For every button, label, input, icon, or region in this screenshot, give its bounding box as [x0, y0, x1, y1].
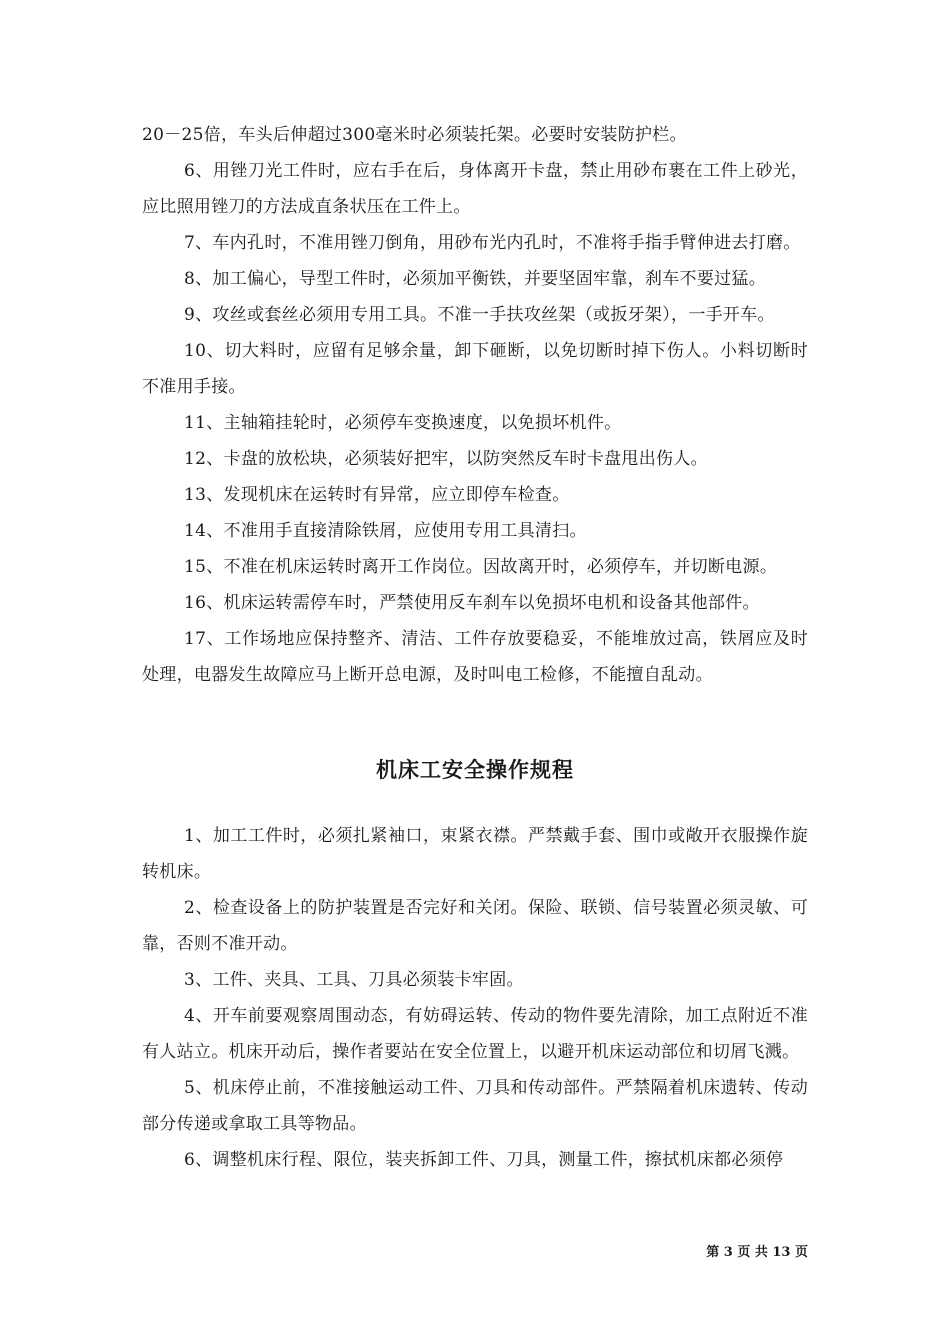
page-number-footer: 第 3 页 共 13 页 — [706, 1245, 808, 1260]
rule-item-3: 3、工件、夹具、工具、刀具必须装卡牢固。 — [184, 970, 524, 990]
rule-item-2: 2、检查设备上的防护装置是否完好和关闭。保险、联锁、信号装置必须灵敏、可靠，否则不准开动。 — [142, 898, 808, 954]
paragraph-item-13: 13、发现机床在运转时有异常，应立即停车检查。 — [184, 485, 570, 505]
paragraph-continuation: 20－25倍，车头后伸超过300毫米时必须装托架。必要时安装防护栏。 — [142, 125, 687, 145]
bottom-text-block — [142, 818, 808, 1178]
paragraph-item-9: 9、攻丝或套丝必须用专用工具。不准一手扶攻丝架（或扳牙架），一手开车。 — [184, 305, 775, 325]
paragraph-item-12: 12、卡盘的放松块，必须装好把牢，以防突然反车时卡盘甩出伤人。 — [184, 449, 708, 469]
paragraph-item-16: 16、机床运转需停车时，严禁使用反车刹车以免损坏电机和设备其他部件。 — [184, 593, 760, 613]
rule-item-6: 6、调整机床行程、限位，装夹拆卸工件、刀具，测量工件，擦拭机床都必须停 — [184, 1150, 784, 1170]
paragraph-item-14: 14、不准用手直接清除铁屑，应使用专用工具清扫。 — [184, 521, 587, 541]
paragraph-item-15: 15、不准在机床运转时离开工作岗位。因故离开时，必须停车，并切断电源。 — [184, 557, 778, 577]
section-title: 机床工安全操作规程 — [376, 758, 574, 782]
paragraph-item-8: 8、加工偏心，导型工件时，必须加平衡铁，并要坚固牢靠，刹车不要过猛。 — [184, 269, 767, 289]
paragraph-item-7: 7、车内孔时，不准用锉刀倒角，用砂布光内孔时，不准将手指手臂伸进去打磨。 — [184, 233, 801, 253]
paragraph-item-11: 11、主轴箱挂轮时，必须停车变换速度，以免损坏机件。 — [184, 413, 622, 433]
rule-item-1: 1、加工工件时，必须扎紧袖口，束紧衣襟。严禁戴手套、围巾或敞开衣服操作旋转机床。 — [142, 826, 808, 882]
paragraph-item-6: 6、用锉刀光工件时，应右手在后，身体离开卡盘，禁止用砂布裹在工件上砂光，应比照用锉刀的方法成直条状压在工件上。 — [142, 161, 808, 217]
rule-item-5: 5、机床停止前，不准接触运动工件、刀具和传动部件。严禁隔着机床遗转、传动部分传递或拿取工具等物品。 — [142, 1078, 808, 1134]
paragraph-item-10: 10、切大料时，应留有足够余量，卸下砸断，以免切断时掉下伤人。小料切断时不准用手接。 — [142, 341, 808, 397]
rule-item-4: 4、开车前要观察周围动态，有妨碍运转、传动的物件要先清除，加工点附近不准有人站立。机床开动后，操作者要站在安全位置上，以避开机床运动部位和切屑飞溅。 — [142, 1006, 808, 1062]
paragraph-item-17: 17、工作场地应保持整齐、清洁、工件存放要稳妥，不能堆放过高，铁屑应及时处理，电器发生故障应马上断开总电源，及时叫电工检修，不能擅自乱动。 — [142, 629, 808, 685]
top-text-block — [142, 117, 808, 693]
